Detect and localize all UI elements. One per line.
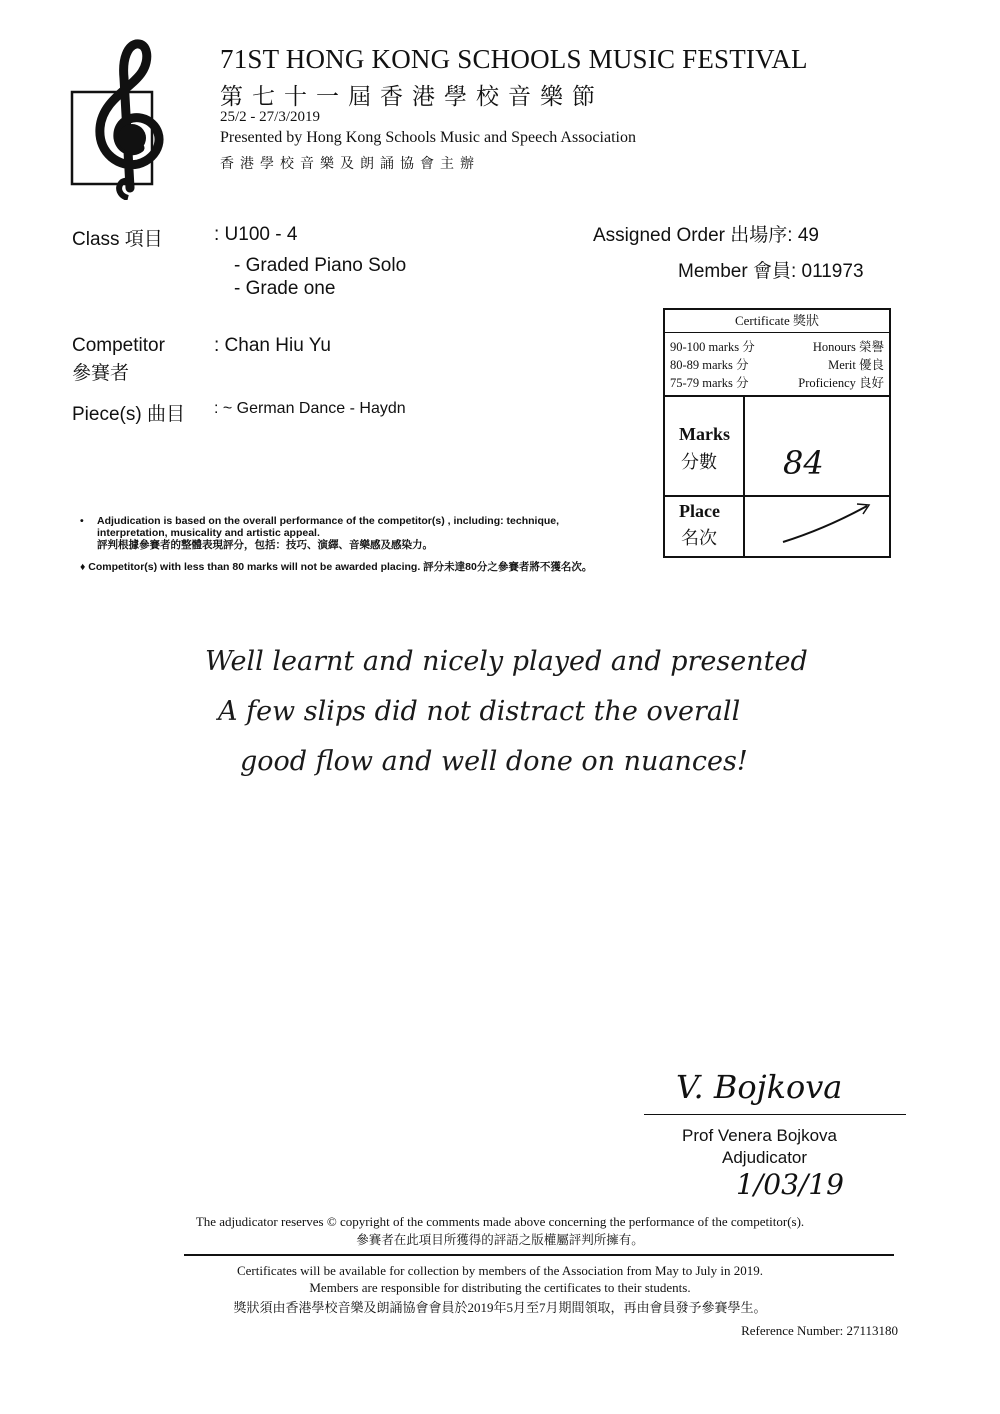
collection-notice: Certificates will be available for collection by members of the Association from May to July in 2019. [236,1263,763,1278]
festival-title: 71ST HONG KONG SCHOOLS MUSIC FESTIVAL [220,44,808,74]
signature-line [644,1114,906,1115]
certificate-range-proficiency: 75-79 marks 分 [670,376,749,390]
place-not-awarded-slash [745,498,885,554]
reference-number: Reference Number: 27113180 [741,1323,898,1338]
marks-label-chinese: 分數 [681,452,717,472]
placing-note-text: Competitor(s) with less than 80 marks will not be awarded placing. 評分未達80分之參賽者將不獲名次。 [88,561,593,573]
certificate-table [663,308,891,558]
presented-by-chinese: 香港學校音樂及朗誦協會主辦 [220,157,480,172]
certificate-range-merit: 80-89 marks 分 [670,358,749,372]
certificate-award-proficiency: Proficiency 良好 [798,376,884,390]
collection-notice-chinese: 獎狀須由香港學校音樂及朗誦協會會員於2019年5月至7月期間領取，再由會員發予參賽學生。 [233,1300,767,1315]
placing-note: ♦ Competitor(s) with less than 80 marks will not be awarded placing. 評分未達80分之參賽者將不獲名次。 [80,561,593,573]
assigned-order: Assigned Order 出場序: 49 [593,225,819,246]
adjudication-note: • Adjudication is based on the overall performance of the competitor(s) , including: technique, interpretation, musicality and artistic appeal. 評判根據參賽者的整體表現評分，包括：技巧、演繹、音樂感及感染力。 [80,515,620,551]
adjudicator-title: Adjudicator [722,1148,808,1167]
adjudication-date: 1/03/19 [736,1168,844,1201]
certificate-row-divider [665,495,889,497]
certificate-award-honours: Honours 榮譽 [812,340,884,354]
footer-divider [184,1254,894,1256]
competitor-label-chinese: 參賽者 [72,363,130,384]
competitor-name: : Chan Hiu Yu [214,335,331,356]
festival-dates: 25/2 - 27/3/2019 [220,109,320,125]
adjudication-note-chinese: 評判根據參賽者的整體表現評分，包括：技巧、演繹、音樂感及感染力。 [97,539,433,551]
comment-line-1: Well learnt and nicely played and presented [205,646,808,677]
pieces-label: Piece(s) 曲目 [72,404,185,425]
copyright-notice: The adjudicator reserves © copyright of the comments made above concerning the performance of the competitor(s). [195,1214,805,1229]
marks-value: 84 [783,444,824,482]
adjudicator-name: Prof Venera Bojkova [682,1126,837,1145]
adjudicator-signature: V. Bojkova [676,1068,843,1106]
copyright-notice-chinese: 參賽者在此項目所獲得的評語之版權屬評判所擁有。 [356,1233,644,1247]
certificate-divider [665,395,889,397]
comment-line-2: A few slips did not distract the overall [218,696,741,727]
distribution-notice: Members are responsible for distributing the certificates to their students. [309,1280,691,1295]
certificate-heading: Certificate 獎狀 [665,310,889,333]
place-label: Place [679,501,720,521]
presented-by: Presented by Hong Kong Schools Music and Speech Association [220,129,636,146]
class-value: : U100 - 4 [214,224,298,245]
certificate-range-honours: 90-100 marks 分 [670,340,755,354]
certificate-award-merit: Merit 優良 [828,358,884,372]
pieces-value: : ~ German Dance - Haydn [214,400,406,417]
competitor-label: Competitor [72,335,165,356]
class-label: Class 項目 [72,229,163,250]
festival-logo-treble-clef-icon [70,38,182,200]
marks-label: Marks [679,424,730,444]
place-label-chinese: 名次 [681,528,717,548]
class-description-grade: - Grade one [234,278,336,299]
festival-title-chinese: 第七十一屆香港學校音樂節 [220,84,604,109]
member-number: Member 會員: 011973 [678,261,864,282]
comment-line-3: good flow and well done on nuances! [240,746,748,777]
class-description-instrument: - Graded Piano Solo [234,255,407,276]
adjudication-note-english: Adjudication is based on the overall performance of the competitor(s) , including: technique, interpretation, musicality and artistic appeal. [97,515,560,539]
